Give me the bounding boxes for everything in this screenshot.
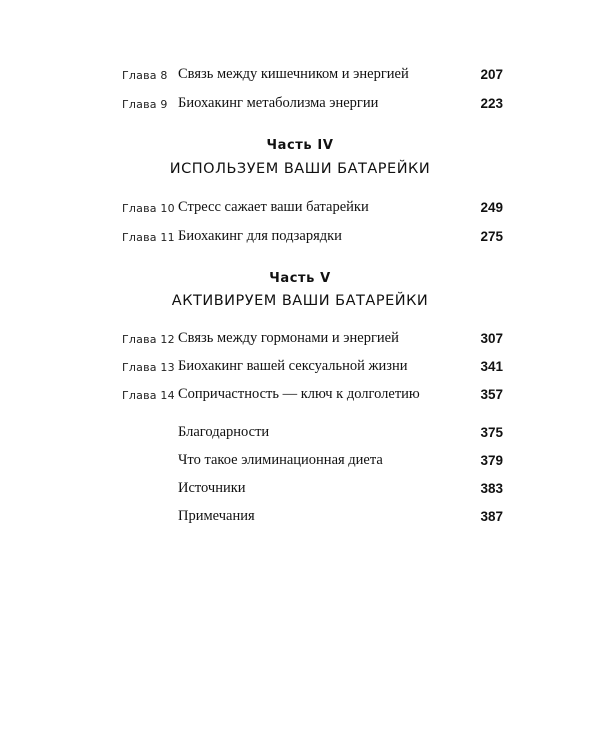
toc-entry-acknowledgements	[122, 424, 503, 446]
page-number: 307	[480, 331, 503, 346]
page-number: 357	[480, 387, 503, 402]
toc-entry-chapter-13	[122, 358, 503, 380]
toc-entry-chapter-8	[122, 66, 503, 88]
chapter-title: Биохакинг вашей сексуальной жизни	[178, 358, 408, 374]
chapter-label: Глава 11	[122, 231, 175, 244]
page-number: 387	[480, 509, 503, 524]
toc-entry-chapter-10	[122, 199, 503, 221]
page-number: 249	[480, 200, 503, 215]
chapter-label: Глава 8	[122, 69, 168, 82]
toc-entry-chapter-14	[122, 386, 503, 408]
chapter-label: Глава 14	[122, 389, 175, 402]
page-number: 341	[480, 359, 503, 374]
toc-entry-chapter-9	[122, 95, 503, 117]
toc-entry-chapter-11	[122, 228, 503, 250]
entry-title: Примечания	[178, 508, 255, 524]
entry-title: Благодарности	[178, 424, 270, 440]
part-5-title: АКТИВИРУЕМ ВАШИ БАТАРЕЙКИ	[171, 293, 429, 309]
toc-entry-elimination-diet	[122, 452, 503, 474]
entry-title: Источники	[178, 480, 246, 496]
chapter-title: Стресс сажает ваши батарейки	[178, 199, 369, 215]
toc-entry-notes	[122, 508, 503, 530]
toc-entry-chapter-12	[122, 330, 503, 352]
part-5-label: Часть V	[269, 271, 331, 286]
chapter-title: Связь между кишечником и энергией	[178, 66, 409, 82]
entry-title: Что такое элиминационная диета	[178, 452, 383, 468]
page-number: 375	[480, 425, 503, 440]
chapter-label: Глава 10	[122, 202, 175, 215]
chapter-label: Глава 9	[122, 98, 168, 111]
page-number: 383	[480, 481, 503, 496]
part-4-label: Часть IV	[266, 138, 334, 153]
chapter-title: Биохакинг метаболизма энергии	[178, 95, 379, 111]
page-number: 275	[480, 229, 503, 244]
chapter-label: Глава 13	[122, 361, 175, 374]
chapter-title: Связь между гормонами и энергией	[178, 330, 399, 346]
page-number: 379	[480, 453, 503, 468]
toc-entry-sources	[122, 480, 503, 502]
chapter-label: Глава 12	[122, 333, 175, 346]
part-4-title: ИСПОЛЬЗУЕМ ВАШИ БАТАРЕЙКИ	[169, 161, 431, 177]
chapter-title: Сопричастность — ключ к долголетию	[178, 386, 420, 402]
page-number: 223	[480, 96, 503, 111]
chapter-title: Биохакинг для подзарядки	[178, 228, 342, 244]
page-number: 207	[480, 67, 503, 82]
